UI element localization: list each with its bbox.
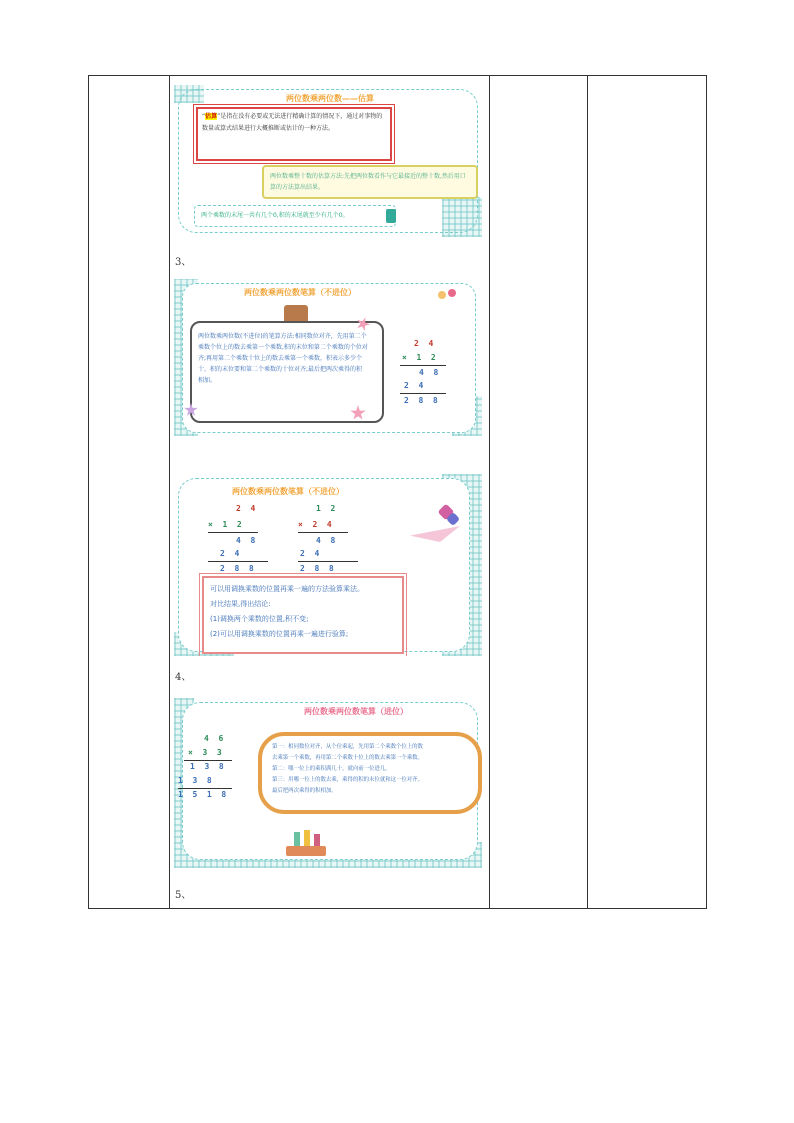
- calc-row: 2 4: [404, 381, 424, 390]
- section-number: 3、: [175, 257, 192, 268]
- calc-line: [208, 532, 258, 533]
- calc-row: 2 8 8: [220, 564, 254, 573]
- conclusion-line: (2)可以用调换乘数的位置再乘一遍进行验算;: [210, 630, 349, 638]
- highlight-term: 估算: [205, 113, 218, 120]
- slide-verification: [174, 474, 482, 656]
- slide-title: 两位数乘两位数笔算（不进位）: [244, 288, 356, 297]
- calc-line: [400, 365, 446, 366]
- steps-line: 第二：哪一位上的乘积满几十，就向前一位进几。: [272, 766, 391, 772]
- calc-row: 2 8 8: [300, 564, 334, 573]
- calc-line: [208, 561, 268, 562]
- definition-box: [196, 107, 392, 161]
- slide-title: 两位数乘两位数笔算（进位）: [304, 707, 408, 716]
- tip-box: [194, 205, 396, 227]
- calc-row: 4 6: [204, 734, 224, 743]
- calc-line: [178, 788, 232, 789]
- method-text: 两位数乘整十数的估算方法:先把两位数看作与它最接近的整十数,然后用口算的方法算出结果。: [270, 173, 466, 191]
- calc-row: 4 8: [316, 536, 336, 545]
- kids-icon: [436, 287, 460, 307]
- paper-plane-icon: [410, 506, 462, 546]
- pencil-icon: [386, 209, 396, 223]
- tip-text: 两个乘数的末尾一共有几个0,积的末尾就至少有几个0。: [201, 212, 349, 219]
- calc-row: × 2 4: [298, 520, 332, 529]
- slide-estimation: [174, 85, 482, 237]
- method-frame: [190, 321, 384, 423]
- calc-row: 2 4: [414, 339, 434, 348]
- calc-row: 2 4: [300, 549, 320, 558]
- slide-vertical-carry: [174, 698, 482, 868]
- steps-line: 最后把两次乘得的积相加。: [272, 788, 337, 794]
- calc-row: 1 2: [316, 504, 336, 513]
- calc-line: [298, 561, 358, 562]
- calc-row: 2 4: [220, 549, 240, 558]
- calc-row: × 3 3: [188, 748, 222, 757]
- column-divider: [587, 76, 588, 908]
- definition-text: “估算”是指在没有必要或无法进行精确计算的情况下，通过对事物的数量或算式结果进行大概推断或估计的一种方法。: [202, 113, 383, 132]
- column-divider: [489, 76, 490, 908]
- calc-line: [298, 532, 348, 533]
- calc-row: 4 8: [236, 536, 256, 545]
- calc-row: × 1 2: [208, 520, 242, 529]
- steps-line: 去乘第一个乘数，再用第二个乘数十位上的数去乘第一个乘数。: [272, 755, 423, 761]
- conclusion-line: 对比结果,得出结论:: [210, 600, 271, 608]
- steps-line: 第一：相同数位对齐，从个位乘起，先用第二个乘数个位上的数: [272, 744, 423, 750]
- calc-row: 1 3 8: [178, 776, 212, 785]
- column-divider: [169, 76, 170, 908]
- calc-row: 1 5 1 8: [178, 790, 227, 799]
- steps-text: [272, 742, 472, 797]
- slide-title: 两位数乘两位数笔算（不进位）: [232, 487, 344, 496]
- calc-row: 2 8 8: [404, 396, 438, 405]
- calc-row: 1 3 8: [190, 762, 224, 771]
- conclusion-line: 可以用调换乘数的位置再乘一遍的方法验算乘法。: [210, 585, 364, 593]
- method-text: 两位数乘两位数(不进位)的笔算方法:相同数位对齐，先用第二个乘数个位上的数去乘第一个乘数,积的末位和第二个乘数的个位对齐;再用第二个乘数十位上的数去乘第一个乘数，积表示多少个十，积的末位要和第二个乘数的十位对齐;最后把两次乘得的积相加。: [198, 333, 368, 384]
- conclusion-line: (1)调换两个乘数的位置,积不变;: [210, 615, 309, 623]
- book-icon: [286, 828, 326, 860]
- calc-line: [184, 760, 232, 761]
- steps-box: [258, 732, 482, 814]
- calc-row: 2 4: [236, 504, 256, 513]
- method-box: [262, 165, 478, 199]
- steps-line: 第三：用哪一位上的数去乘，乘得的积的末位就和这一位对齐。: [272, 777, 423, 783]
- definition-rest: ”是指在没有必要或无法进行精确计算的情况下，通过对事物的数量或算式结果进行大概推断或估计的一种方法。: [202, 113, 383, 132]
- calc-row: × 1 2: [402, 353, 436, 362]
- calc-line: [400, 393, 446, 394]
- section-number: 5、: [175, 890, 192, 901]
- calc-row: 4 8: [419, 368, 439, 377]
- conclusion-box: [202, 576, 404, 654]
- section-number: 4、: [175, 672, 192, 683]
- slide-title: 两位数乘两位数——估算: [286, 94, 374, 103]
- slide-vertical-no-carry: [174, 279, 482, 436]
- conclusion-text: [210, 582, 400, 642]
